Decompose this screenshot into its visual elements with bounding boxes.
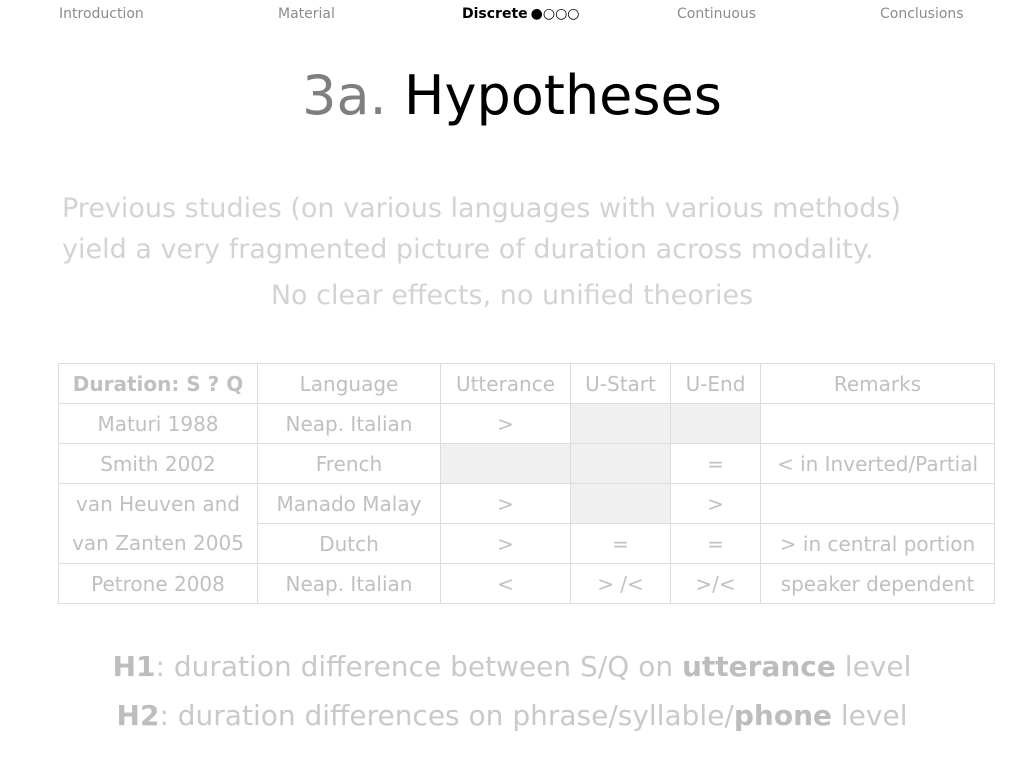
hypothesis-1-label: H1 [112, 650, 156, 683]
table-cell-utterance [441, 444, 571, 484]
table-cell-uend: = [671, 444, 761, 484]
studies-table [58, 363, 995, 604]
hypothesis-2-emphasis: phone [733, 699, 832, 732]
intro-line-2: yield a very fragmented picture of duration across modality. [62, 234, 874, 265]
table-row [59, 444, 995, 484]
nav-item-discrete-label: Discrete [462, 6, 528, 22]
table-row [59, 564, 995, 604]
slide-title [0, 64, 1024, 128]
table-header-cell: Duration: S ? Q [59, 364, 258, 404]
table-cell-uend [671, 404, 761, 444]
table-row [59, 404, 995, 444]
table-header-cell: Utterance [441, 364, 571, 404]
table-header-cell: U-End [671, 364, 761, 404]
table-cell-language: Neap. Italian [258, 564, 441, 604]
table-cell-language: Neap. Italian [258, 404, 441, 444]
table-cell-utterance: > [441, 404, 571, 444]
table-cell-remarks [761, 484, 995, 524]
table-cell-ustart: = [571, 524, 671, 564]
hypothesis-2 [0, 699, 1024, 732]
nav-item-discrete[interactable] [462, 6, 580, 22]
table-cell-uend: = [671, 524, 761, 564]
hypothesis-2-label: H2 [116, 699, 160, 732]
table-cell-language: French [258, 444, 441, 484]
table-cell-study: van Zanten 2005 [59, 524, 258, 564]
table-cell-uend: > [671, 484, 761, 524]
table-cell-language: Manado Malay [258, 484, 441, 524]
table-cell-ustart [571, 404, 671, 444]
table-cell-ustart: > /< [571, 564, 671, 604]
table-cell-study: Petrone 2008 [59, 564, 258, 604]
table-row [59, 524, 995, 564]
nav-item-conclusions[interactable]: Conclusions [880, 6, 964, 22]
slide-title-number: 3a. [302, 64, 387, 127]
table-header-cell: Language [258, 364, 441, 404]
table-cell-language: Dutch [258, 524, 441, 564]
table-cell-study: van Heuven and [59, 484, 258, 524]
hypothesis-1 [0, 650, 1024, 683]
hypothesis-2-suffix: level [832, 699, 908, 732]
hypothesis-2-text: : duration differences on phrase/syllable/ [159, 699, 734, 732]
nav-item-introduction[interactable]: Introduction [59, 6, 144, 22]
hypothesis-1-suffix: level [835, 650, 912, 683]
table-cell-utterance: < [441, 564, 571, 604]
table-cell-ustart [571, 484, 671, 524]
intro-paragraph [62, 188, 962, 270]
hypothesis-1-emphasis: utterance [681, 650, 836, 683]
slide-title-text: Hypotheses [403, 64, 722, 127]
table-cell-study: Maturi 1988 [59, 404, 258, 444]
table-cell-remarks: > in central portion [761, 524, 995, 564]
intro-summary: No clear effects, no unified theories [270, 280, 754, 311]
table-cell-study: Smith 2002 [59, 444, 258, 484]
table-row [59, 484, 995, 524]
table-cell-utterance: > [441, 524, 571, 564]
table-cell-remarks: < in Inverted/Partial [761, 444, 995, 484]
table-cell-ustart [571, 444, 671, 484]
table-cell-remarks [761, 404, 995, 444]
section-progress-dots: ●○○○ [530, 6, 580, 22]
table-cell-utterance: > [441, 484, 571, 524]
intro-line-1: Previous studies (on various languages with various methods) [62, 193, 902, 224]
nav-item-material[interactable]: Material [278, 6, 335, 22]
table-header-cell: Remarks [761, 364, 995, 404]
hypothesis-1-text: : duration difference between S/Q on [155, 650, 682, 683]
nav-item-continuous[interactable]: Continuous [677, 6, 757, 22]
top-navigation [0, 6, 1024, 26]
table-header-row [59, 364, 995, 404]
table-cell-remarks: speaker dependent [761, 564, 995, 604]
table-header-cell: U-Start [571, 364, 671, 404]
table-cell-uend: >/< [671, 564, 761, 604]
